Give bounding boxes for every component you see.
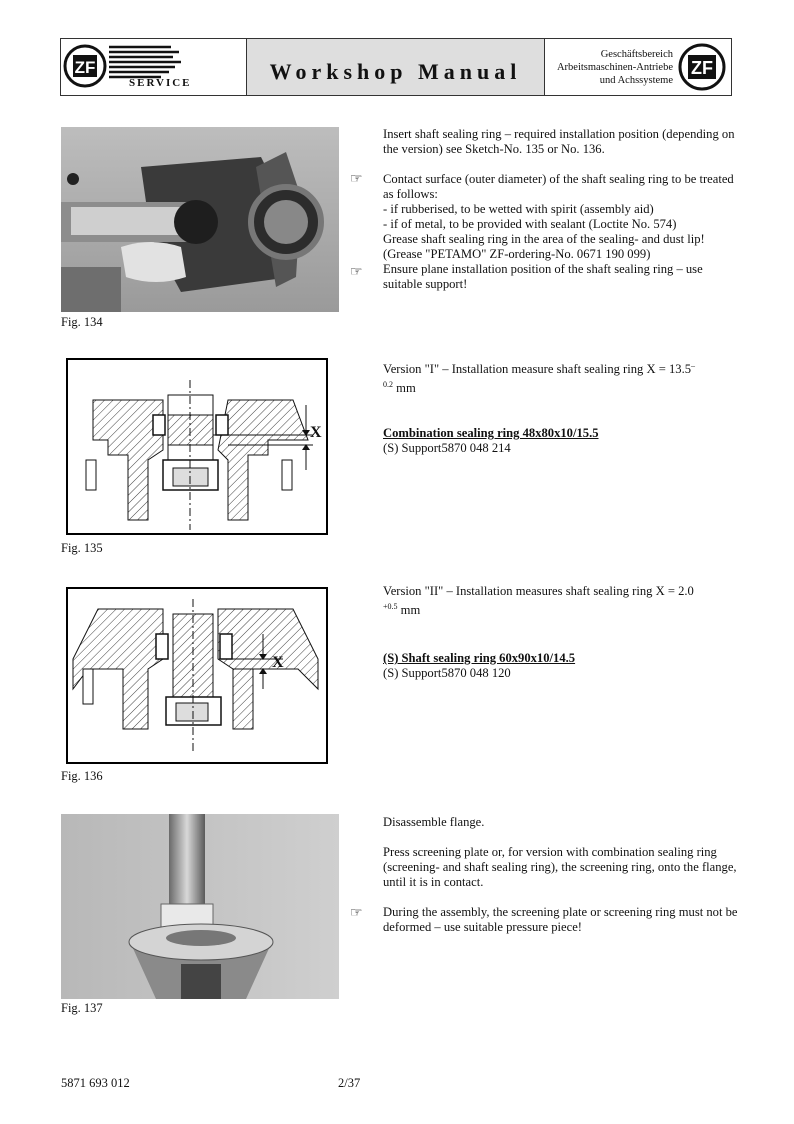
sec1-note1-c: Grease shaft sealing ring in the area of the sealing- and dust lip!	[383, 232, 705, 246]
sec3-text	[383, 584, 743, 681]
footer-page-number: 2/37	[338, 1076, 361, 1090]
sec2-part-title: Combination sealing ring 48x80x10/15.5	[383, 426, 599, 441]
sec2-unit: mm	[396, 381, 416, 396]
x-dimension-label: X	[310, 424, 322, 441]
fig-134-photo	[61, 127, 339, 312]
sec3-unit: mm	[400, 603, 421, 618]
hand-pointer-icon: ☞	[350, 265, 363, 280]
dept-line-1: Geschäftsbereich	[600, 48, 673, 60]
sec3-tol-upper: +0.5	[383, 602, 398, 611]
fig-134-caption: Fig. 134	[61, 315, 103, 329]
sec1-note1-a: - if rubberised, to be wetted with spirit (assembly aid)	[383, 202, 654, 216]
fig-137-caption: Fig. 137	[61, 1001, 103, 1015]
sec2-tol-upper: –	[691, 361, 696, 370]
sec2-support-no: 5870 048 214	[441, 441, 511, 456]
hand-pointer-icon: ☞	[350, 172, 363, 187]
page-title: Workshop Manual	[247, 39, 545, 95]
zf-service-logo	[61, 39, 247, 95]
sec4-text	[383, 815, 738, 935]
svg-text:ZF: ZF	[691, 58, 713, 78]
sec2-unit-line	[383, 377, 743, 396]
dept-line-2: Arbeitsmaschinen-Antriebe	[556, 61, 673, 73]
sec4-p1: Disassemble flange.	[383, 815, 485, 829]
sec2-version: Version "I" – Installation measure shaft sealing ring X = 13.5	[383, 362, 692, 377]
hand-pointer-icon: ☞	[350, 906, 363, 921]
sec1-text	[383, 127, 738, 292]
page-header	[60, 38, 732, 96]
sec3-unit-line	[383, 599, 743, 618]
department	[557, 48, 673, 87]
sec1-note1-intro: Contact surface (outer diameter) of the shaft sealing ring to be treated as follows:	[383, 172, 734, 201]
sec3-part-title: (S) Shaft sealing ring 60x90x10/14.5	[383, 651, 576, 666]
sec2-text	[383, 358, 743, 456]
service-label: SERVICE	[129, 77, 192, 89]
sec4-note: During the assembly, the screening plate or screening ring must not be deformed – use suitable pressure piece!	[383, 905, 738, 934]
sec3-support-label: (S) Support	[383, 666, 442, 681]
svg-text:ZF: ZF	[74, 58, 96, 77]
sec3-version-line	[383, 584, 743, 599]
sec1-note1-b: - if of metal, to be provided with sealant (Loctite No. 574)	[383, 217, 677, 231]
fig-136-drawing	[66, 587, 328, 764]
dept-line-3: und Achssysteme	[599, 74, 673, 86]
sec1-paragraph: Insert shaft sealing ring – required installation position (depending on the version) see Sketch-No. 135 or No. 136.	[383, 127, 735, 156]
sec2-tol-lower: 0.2	[383, 380, 393, 390]
sec1-note1-d: (Grease "PETAMO" ZF-ordering-No. 0671 190 099)	[383, 247, 651, 261]
fig-135-caption: Fig. 135	[61, 541, 103, 555]
sec2-support-label: (S) Support	[383, 441, 442, 456]
sec3-support-row	[383, 666, 743, 681]
fig-135-drawing	[66, 358, 328, 535]
sec2-support-row	[383, 441, 743, 456]
sec3-version: Version "II" – Installation measures shaft sealing ring X = 2.0	[383, 584, 694, 598]
sec1-note2: Ensure plane installation position of the shaft sealing ring – use suitable support!	[383, 262, 703, 291]
sec4-p2: Press screening plate or, for version with combination sealing ring (screening- and shaft sealing ring), the screening ring, onto the flange, until it is in contact.	[383, 845, 737, 889]
zf-logo-right-icon	[677, 42, 727, 92]
fig-137-photo	[61, 814, 339, 999]
header-right	[545, 39, 731, 95]
sec3-support-no: 5870 048 120	[441, 666, 511, 681]
sec2-version-line	[383, 358, 743, 377]
fig-136-caption: Fig. 136	[61, 769, 103, 783]
footer-doc-number: 5871 693 012	[61, 1076, 130, 1090]
x-dimension-label: X	[272, 654, 284, 671]
